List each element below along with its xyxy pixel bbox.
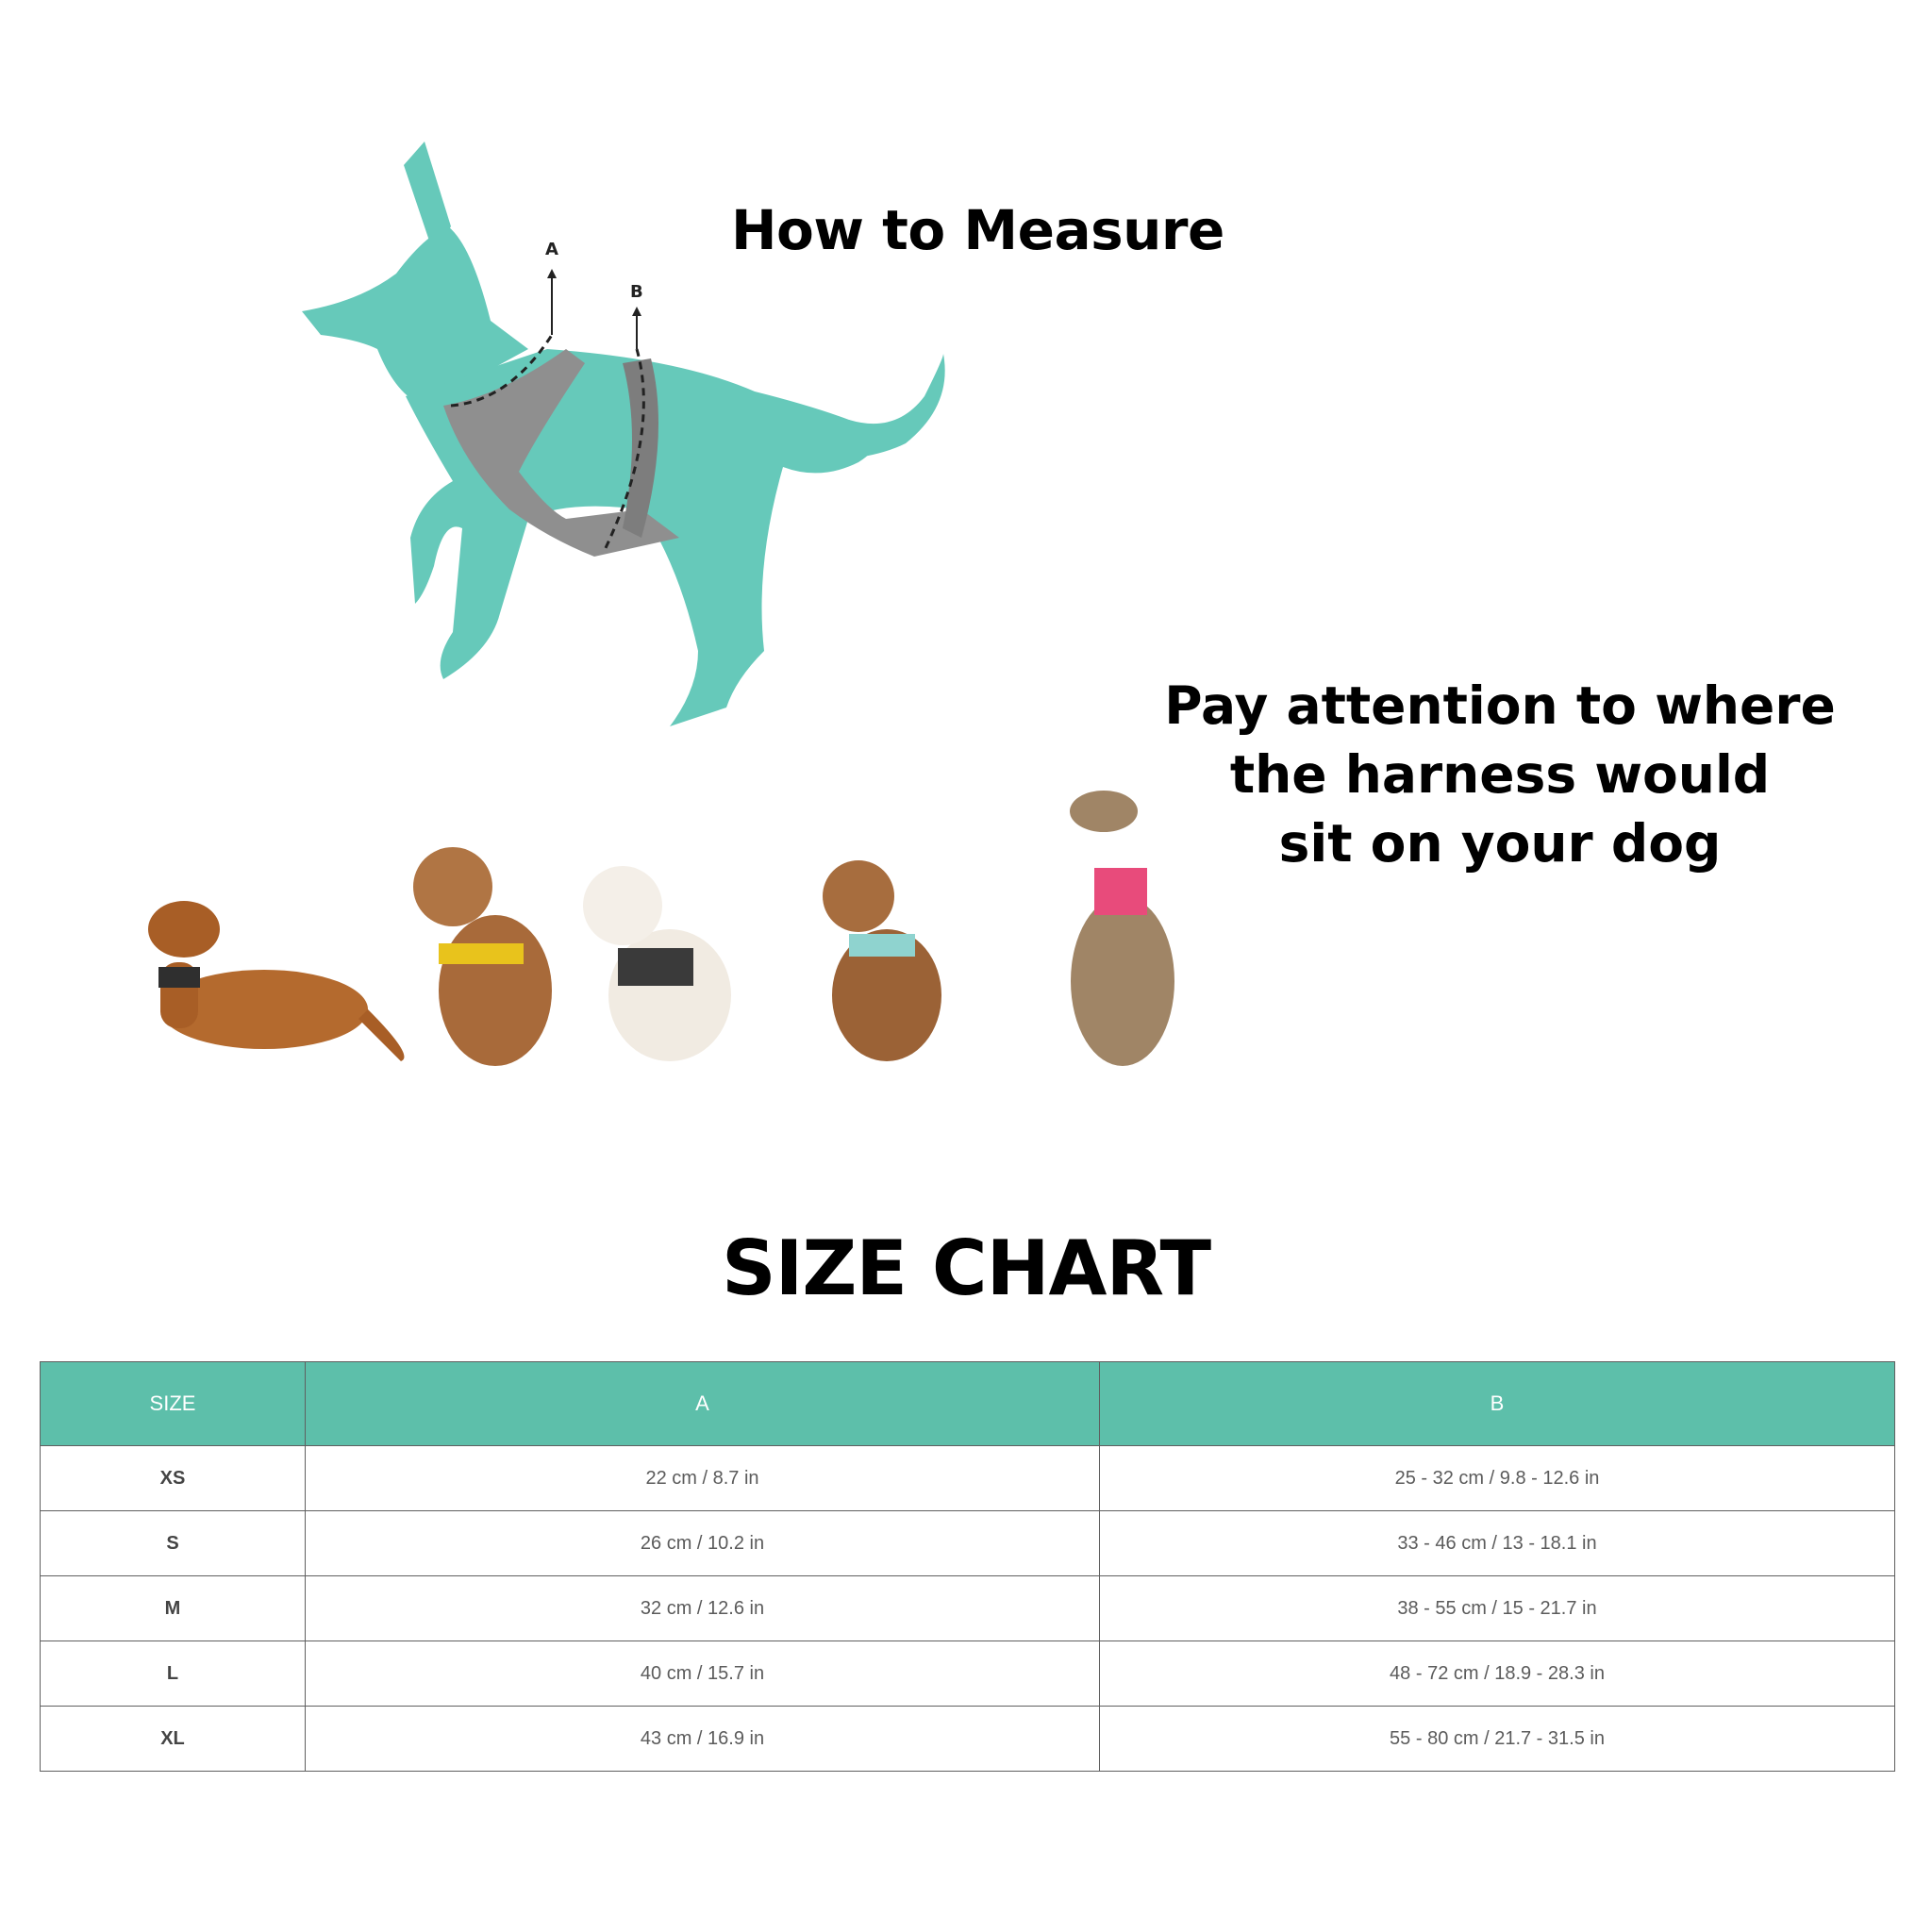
a-cell: 40 cm / 15.7 in — [306, 1641, 1100, 1707]
whippet-photo — [1070, 791, 1174, 1066]
size-cell: XS — [41, 1446, 306, 1511]
a-cell: 22 cm / 8.7 in — [306, 1446, 1100, 1511]
size-chart-table — [40, 1361, 1895, 1772]
size-cell: S — [41, 1511, 306, 1576]
a-cell: 43 cm / 16.9 in — [306, 1707, 1100, 1772]
size-cell: XL — [41, 1707, 306, 1772]
table-row — [41, 1576, 1895, 1641]
table-header-row — [41, 1362, 1895, 1446]
measure-arrows — [552, 274, 637, 349]
dachshund-photo — [148, 901, 404, 1061]
dog-photos-row — [104, 774, 1255, 1094]
how-to-measure-heading: How to Measure — [731, 198, 1224, 262]
b-cell: 38 - 55 cm / 15 - 21.7 in — [1100, 1576, 1895, 1641]
header-a: A — [306, 1362, 1100, 1446]
label-a: A — [545, 240, 558, 259]
pug-mix-photo — [823, 860, 941, 1061]
a-cell: 26 cm / 10.2 in — [306, 1511, 1100, 1576]
size-chart-heading: SIZE CHART — [721, 1224, 1211, 1312]
a-cell: 32 cm / 12.6 in — [306, 1576, 1100, 1641]
label-b: B — [630, 282, 643, 302]
poodle-photo — [413, 847, 552, 1066]
harness-tip-text — [1160, 672, 1840, 878]
b-cell: 48 - 72 cm / 18.9 - 28.3 in — [1100, 1641, 1895, 1707]
table-row — [41, 1707, 1895, 1772]
table-row — [41, 1446, 1895, 1511]
header-b: B — [1100, 1362, 1895, 1446]
b-cell: 25 - 32 cm / 9.8 - 12.6 in — [1100, 1446, 1895, 1511]
b-cell: 55 - 80 cm / 21.7 - 31.5 in — [1100, 1707, 1895, 1772]
tip-line: Pay attention to where — [1164, 675, 1836, 736]
french-bulldog-photo — [583, 866, 731, 1061]
arrow-heads — [547, 269, 641, 316]
table-row — [41, 1641, 1895, 1707]
size-cell: L — [41, 1641, 306, 1707]
tip-line: sit on your dog — [1278, 813, 1722, 874]
header-size: SIZE — [41, 1362, 306, 1446]
table-row — [41, 1511, 1895, 1576]
tip-line: the harness would — [1229, 744, 1771, 805]
size-cell: M — [41, 1576, 306, 1641]
b-cell: 33 - 46 cm / 13 - 18.1 in — [1100, 1511, 1895, 1576]
